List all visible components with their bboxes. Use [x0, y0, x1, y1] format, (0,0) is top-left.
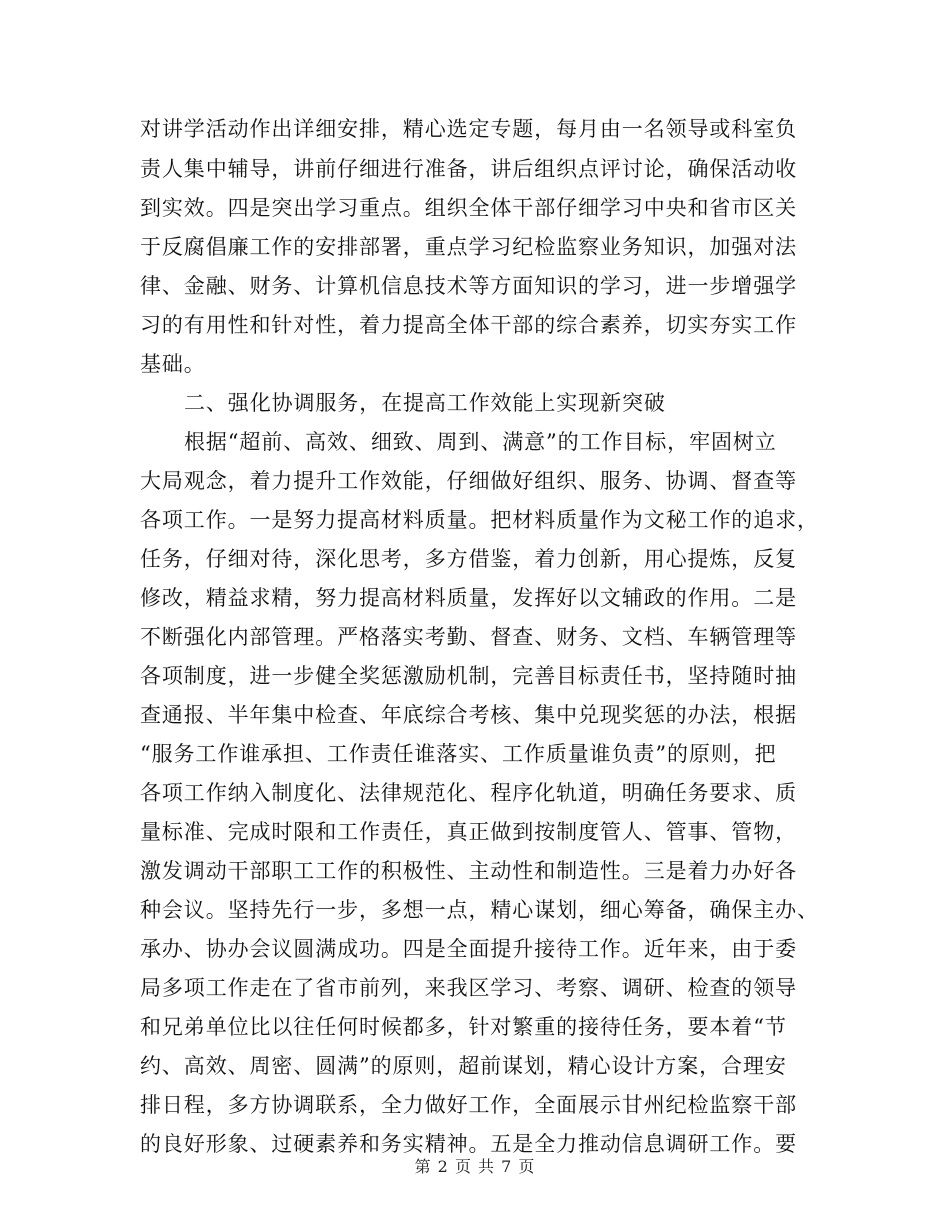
page-number-footer: 第 2 页 共 7 页: [414, 1157, 536, 1176]
body-line: 基础。: [140, 352, 206, 376]
body-line: 责人集中辅导，讲前仔细进行准备，讲后组织点评讨论，确保活动收: [140, 157, 797, 181]
body-line: 各项工作纳入制度化、法律规范化、程序化轨道，明确任务要求、质: [140, 781, 797, 805]
body-line: 于反腐倡廉工作的安排部署，重点学习纪检监察业务知识，加强对法: [140, 235, 797, 259]
body-line: 激发调动干部职工工作的积极性、主动性和制造性。三是着力办好各: [140, 859, 797, 883]
body-line: 承办、协办会议圆满成功。四是全面提升接待工作。近年来，由于委: [140, 937, 797, 961]
body-line: 量标准、完成时限和工作责任，真正做到按制度管人、管事、管物，: [140, 820, 797, 844]
body-line: 的良好形象、过硬素养和务实精神。五是全力推动信息调研工作。要: [140, 1132, 797, 1156]
body-line: 对讲学活动作出详细安排，精心选定专题，每月由一名领导或科室负: [140, 117, 797, 141]
body-line: 根据“超前、高效、细致、周到、满意”的工作目标，牢固树立: [184, 430, 777, 454]
body-line: 局多项工作走在了省市前列，来我区学习、考察、调研、检查的领导: [140, 976, 797, 1000]
body-line: 排日程，多方协调联系，全力做好工作，全面展示甘州纪检监察干部: [140, 1093, 797, 1117]
body-line: 习的有用性和针对性，着力提高全体干部的综合素养，切实夯实工作: [140, 313, 797, 337]
body-line: 查通报、半年集中检查、年底综合考核、集中兑现奖惩的办法，根据: [140, 703, 797, 727]
body-line: 修改，精益求精，努力提高材料质量，发挥好以文辅政的作用。二是: [140, 586, 797, 610]
body-line: 不断强化内部管理。严格落实考勤、督查、财务、文档、车辆管理等: [140, 625, 797, 649]
body-line: 和兄弟单位比以往任何时候都多，针对繁重的接待任务，要本着“节: [140, 1015, 787, 1039]
body-line: 种会议。坚持先行一步，多想一点，精心谋划，细心筹备，确保主办、: [140, 898, 819, 922]
body-line: 律、金融、财务、计算机信息技术等方面知识的学习，进一步增强学: [140, 274, 797, 298]
body-line: 大局观念，着力提升工作效能，仔细做好组织、服务、协调、督查等: [140, 469, 797, 493]
section-heading: 二、强化协调服务，在提高工作效能上实现新突破: [184, 391, 666, 415]
body-line: 到实效。四是突出学习重点。组织全体干部仔细学习中央和省市区关: [140, 196, 797, 220]
body-line: 各项制度，进一步健全奖惩激励机制，完善目标责任书，坚持随时抽: [140, 664, 797, 688]
body-line: 约、高效、周密、圆满”的原则，超前谋划，精心设计方案，合理安: [140, 1054, 787, 1078]
body-line: 任务，仔细对待，深化思考，多方借鉴，着力创新，用心提炼，反复: [140, 547, 797, 571]
body-line: “服务工作谁承担、工作责任谁落实、工作质量谁负责”的原则，把: [140, 742, 777, 766]
body-line: 各项工作。一是努力提高材料质量。把材料质量作为文秘工作的追求，: [140, 508, 819, 532]
